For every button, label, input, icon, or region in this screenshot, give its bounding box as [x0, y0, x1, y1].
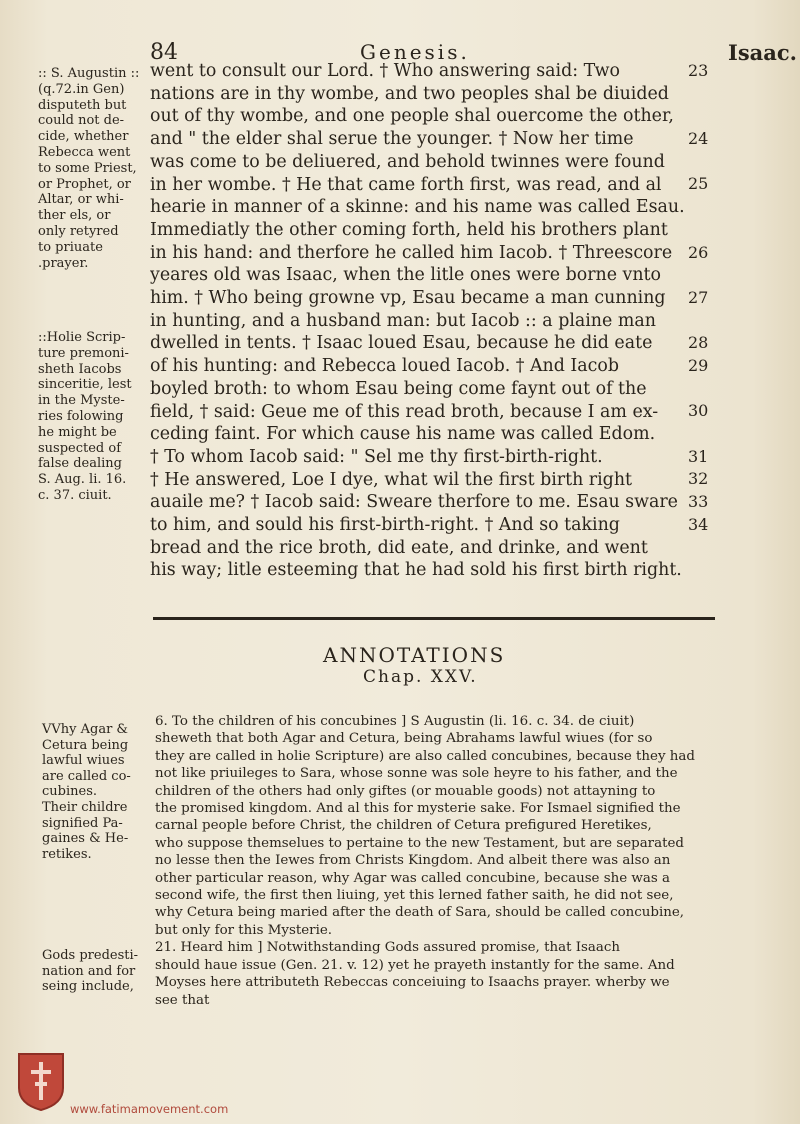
- margin-note-line: ture premoni-: [38, 345, 129, 361]
- annotations-title: ANNOTATIONS: [323, 643, 506, 667]
- scripture-line: to him, and sould his first-birth-right. † And so taking: [150, 515, 620, 536]
- verse-number: 27: [688, 287, 709, 307]
- margin-note-line: sinceritie, lest: [38, 377, 132, 393]
- annotation-margin-line: gaines & He-: [42, 831, 129, 847]
- publisher-seal-icon: [15, 1050, 67, 1112]
- verse-number: [688, 151, 720, 174]
- verse-number: 25: [688, 174, 709, 194]
- scripture-line: his way; litle esteeming that he had sold his first birth right.: [150, 560, 682, 581]
- scripture-line: out of thy wombe, and one people shal ouercome the other,: [150, 106, 674, 127]
- book-title: Genesis.: [360, 40, 470, 64]
- verse-number: [688, 264, 720, 287]
- scripture-line: boyled broth: to whom Esau being come faynt out of the: [150, 378, 647, 399]
- verse-number: 24: [688, 129, 709, 149]
- annotation-margin-line: Gods predesti-: [42, 948, 139, 963]
- annotation-line: children of the others had only giftes (or mouable goods) not attayning to: [155, 783, 656, 799]
- scripture-line: † To whom Iacob said: " Sel me thy first-birth-right.: [150, 446, 603, 467]
- scripture-line: field, † said: Geue me of this read broth, because I am ex-: [150, 401, 659, 422]
- margin-note-line: only retyred: [38, 223, 119, 239]
- margin-note-line: .prayer.: [38, 255, 89, 271]
- annotation-margin-line: retikes.: [42, 846, 92, 862]
- annotation-margin-line: seing include,: [42, 979, 134, 995]
- annotation-margin-line: VVhy Agar &: [42, 722, 129, 737]
- verse-number: 23: [688, 61, 709, 80]
- verse-number: [688, 378, 720, 401]
- verse-number: [688, 536, 720, 559]
- verse-number: [688, 105, 720, 128]
- verse-number: [688, 219, 720, 242]
- annotation-line: not like priuileges to Sara, whose sonne was sole heyre to his father, and the: [155, 766, 678, 782]
- scripture-line: in his hand: and therfore he called him Iacob. † Threescore: [150, 242, 673, 263]
- annotation-margin-line: signified Pa-: [42, 815, 123, 831]
- margin-note-line: to priuate: [38, 239, 103, 255]
- verse-number: 29: [688, 355, 709, 375]
- annotation-line: they are called in holie Scripture) are also called concubines, because they had: [155, 748, 695, 764]
- annotation-line: other particular reason, why Agar was called concubine, because she was a: [155, 870, 670, 886]
- margin-note-line: Altar, or whi-: [38, 192, 124, 208]
- scripture-line: him. † Who being growne vp, Esau became a man cunning: [150, 288, 666, 309]
- verse-number: [688, 83, 720, 106]
- margin-note-line: or Prophet, or: [38, 176, 131, 192]
- annotation-line: 6. To the children of his concubines ] S Augustin (li. 16. c. 34. de ciuit): [155, 714, 635, 729]
- margin-note-line: cide, whether: [38, 129, 129, 145]
- annotation-margin-agar: [42, 722, 131, 862]
- margin-note-line: to some Priest,: [38, 160, 137, 176]
- margin-note-line: ther els, or: [38, 208, 111, 224]
- scripture-line: was come to be deliuered, and behold twinnes were found: [150, 151, 665, 172]
- annotations-chapter: Chap. XXV.: [363, 667, 478, 687]
- annotation-margin-line: Cetura being: [42, 737, 129, 753]
- verse-number: [688, 196, 720, 219]
- verse-number: 31: [688, 446, 709, 466]
- margin-note-augustin: [38, 66, 139, 271]
- scripture-line: and " the elder shal serue the younger. † Now her time: [150, 129, 634, 150]
- scripture-line: nations are in thy wombe, and two peoples shal be diuided: [150, 83, 669, 104]
- margin-note-line: disputeth but: [38, 97, 127, 113]
- margin-note-line: sheth Iacobs: [38, 361, 122, 377]
- scripture-line: hearie in manner of a skinne: and his name was called Esau.: [150, 197, 685, 218]
- scripture-line: † He answered, Loe I dye, what wil the first birth right: [150, 469, 633, 490]
- annotation-line: 21. Heard him ] Notwithstanding Gods assured promise, that Isaach: [155, 940, 620, 956]
- annotation-margin-line: Their childre: [42, 799, 128, 815]
- annotation-text: [155, 713, 715, 1009]
- annotation-line: why Cetura being maried after the death of Sara, should be called concubine,: [155, 905, 685, 921]
- verse-number: 33: [688, 492, 709, 512]
- margin-note-line: :: S. Augustin ::: [38, 66, 140, 81]
- verse-number: 32: [688, 469, 709, 489]
- scripture-text: [150, 60, 685, 582]
- annotation-margin-line: lawful wiues: [42, 753, 125, 769]
- scripture-line: in her wombe. † He that came forth first, was read, and al: [150, 174, 662, 195]
- annotation-line: Moyses here attributeth Rebeccas conceiuing to Isaachs prayer. wherby we: [155, 975, 670, 991]
- verse-number: 30: [688, 401, 709, 421]
- annotation-margin-line: nation and for: [42, 963, 136, 979]
- website-footer: www.fatimamovement.com: [70, 1102, 229, 1116]
- annotation-line: but only for this Mysterie.: [155, 922, 333, 938]
- margin-note-line: ::Holie Scrip-: [38, 330, 126, 345]
- margin-note-line: S. Aug. li. 16.: [38, 472, 127, 488]
- margin-note-line: ries folowing: [38, 408, 124, 424]
- annotation-line: no lesse then the Iewes from Christs Kingdom. And albeit there was also an: [155, 853, 671, 869]
- verse-number: 26: [688, 242, 709, 262]
- running-head: Isaac.: [728, 40, 797, 65]
- verse-number: [688, 423, 720, 446]
- annotation-line: should haue issue (Gen. 21. v. 12) yet he prayeth instantly for the same. And: [155, 957, 675, 973]
- scripture-line: auaile me? † Iacob said: Sweare therfore to me. Esau sware: [150, 492, 678, 513]
- annotation-margin-line: are called co-: [42, 768, 131, 784]
- verse-number: [688, 310, 720, 333]
- margin-note-line: he might be: [38, 424, 117, 440]
- page-number: 84: [150, 40, 178, 65]
- scripture-line: bread and the rice broth, did eate, and drinke, and went: [150, 537, 648, 558]
- margin-note-line: in the Myste-: [38, 393, 125, 409]
- verse-number: [688, 559, 720, 582]
- annotation-line: who suppose themselues to pertaine to the new Testament, but are separated: [155, 835, 684, 851]
- scripture-line: went to consult our Lord. † Who answering said: Two: [150, 61, 620, 81]
- verse-numbers: [688, 60, 720, 582]
- scripture-line: yeares old was Isaac, when the litle ones were borne vnto: [150, 265, 662, 286]
- scripture-line: of his hunting: and Rebecca loued Iacob. † And Iacob: [150, 356, 619, 377]
- annotation-line: sheweth that both Agar and Cetura, being Abrahams lawful wiues (for so: [155, 731, 653, 747]
- margin-note-line: suspected of: [38, 440, 122, 456]
- margin-note-line: Rebecca went: [38, 144, 131, 160]
- annotation-line: second wife, the first then liuing, yet this lerned father saith, he did not see,: [155, 888, 674, 904]
- verse-number: 34: [688, 514, 709, 534]
- scripture-line: ceding faint. For which cause his name was called Edom.: [150, 424, 656, 445]
- margin-note-holie-scripture: [38, 330, 132, 504]
- margin-note-line: (q.72.in Gen): [38, 81, 125, 97]
- scripture-line: dwelled in tents. † Isaac loued Esau, because he did eate: [150, 333, 653, 354]
- section-divider: [153, 617, 715, 620]
- scripture-line: in hunting, and a husband man: but Iacob :: a plaine man: [150, 310, 656, 331]
- annotation-margin-line: cubines.: [42, 784, 98, 800]
- annotation-line: carnal people before Christ, the children of Cetura prefigured Heretikes,: [155, 818, 652, 834]
- annotation-line: the promised kingdom. And al this for mysterie sake. For Ismael signified the: [155, 801, 681, 817]
- annotation-margin-predestination: [42, 948, 138, 995]
- margin-note-line: could not de-: [38, 113, 125, 129]
- annotation-line: see that: [155, 992, 210, 1008]
- verse-number: 28: [688, 333, 709, 353]
- margin-note-line: c. 37. ciuit.: [38, 487, 112, 503]
- margin-note-line: false dealing: [38, 456, 122, 472]
- scripture-line: Immediatly the other coming forth, held his brothers plant: [150, 219, 668, 240]
